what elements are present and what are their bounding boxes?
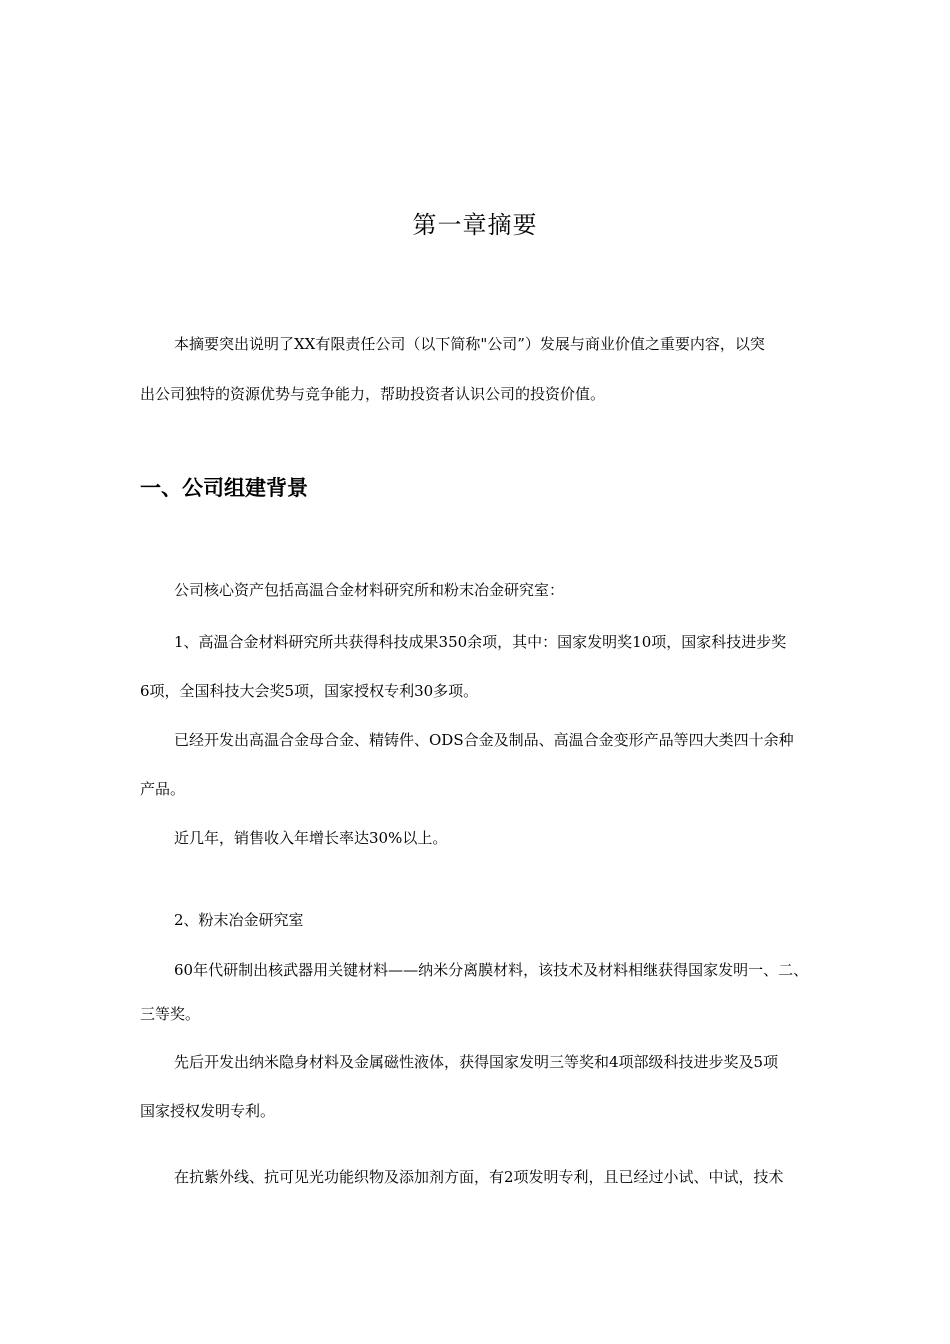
item2-p1-line-2: 三等奖。 <box>140 1005 201 1023</box>
core-assets-text: 公司核心资产包括高温合金材料研究所和粉末冶金研究室： <box>174 581 565 599</box>
intro-line-1: 本摘要突出说明了XX有限责任公司（以下简称"公司”）发展与商业价值之重要内容，以突 <box>174 335 765 353</box>
item2-title: 2、粉末冶金研究室 <box>174 911 304 929</box>
item2-p2-line-2: 国家授权发明专利。 <box>140 1102 276 1120</box>
chapter-title: 第一章摘要 <box>412 211 538 239</box>
products-line-2: 产品。 <box>140 780 186 798</box>
item2-p1-line-1: 60年代研制出核武器用关键材料——纳米分离膜材料，该技术及材料相继获得国家发明一、二、 <box>174 961 809 979</box>
item2-p3-line-1: 在抗紫外线、抗可见光功能织物及添加剂方面，有2项发明专利，且已经过小试、中试，技术 <box>174 1168 784 1186</box>
intro-line-2: 出公司独特的资源优势与竞争能力，帮助投资者认识公司的投资价值。 <box>140 385 606 403</box>
item2-p2-line-1: 先后开发出纳米隐身材料及金属磁性液体，获得国家发明三等奖和4项部级科技进步奖及5项 <box>174 1053 779 1071</box>
section-heading: 一、公司组建背景 <box>140 476 308 500</box>
products-line-1: 已经开发出高温合金母合金、精铸件、ODS合金及制品、高温合金变形产品等四大类四十余种 <box>174 731 794 749</box>
sales-text: 近几年，销售收入年增长率达30%以上。 <box>174 829 448 847</box>
item1-line-2: 6项，全国科技大会奖5项，国家授权专利30多项。 <box>140 682 479 700</box>
item1-line-1: 1、高温合金材料研究所共获得科技成果350余项，其中：国家发明奖10项，国家科技进步奖 <box>174 633 787 651</box>
